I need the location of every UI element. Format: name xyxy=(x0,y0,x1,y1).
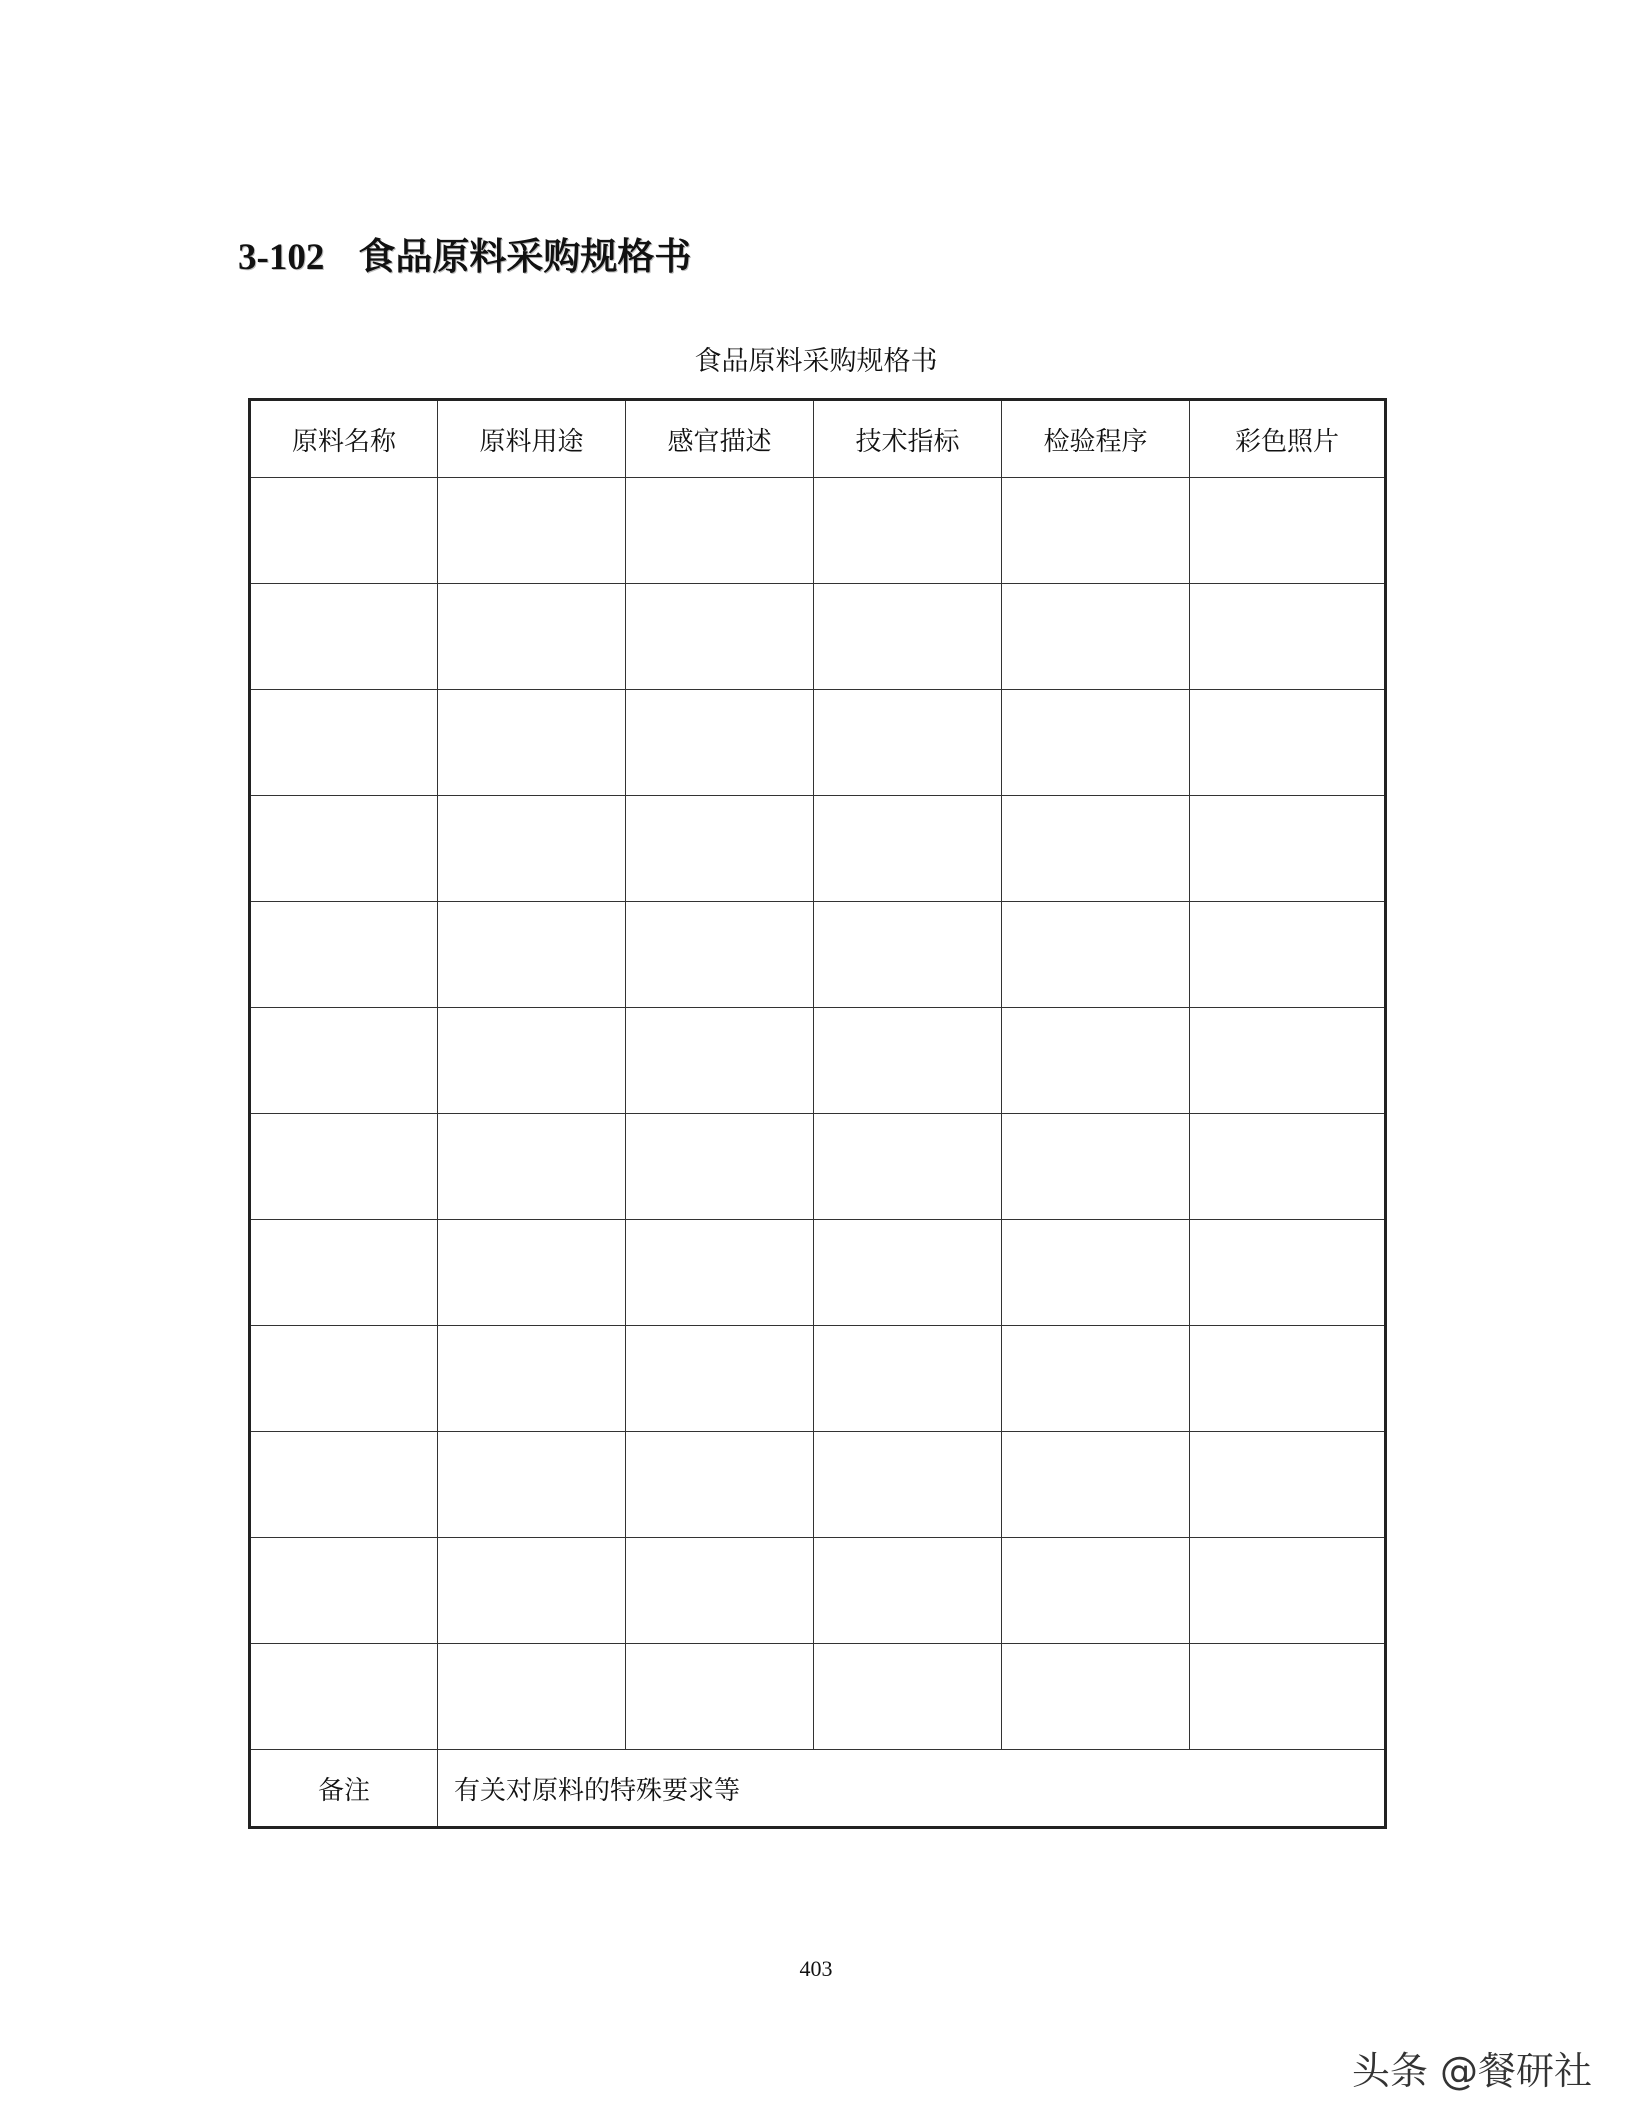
table-cell xyxy=(250,690,438,796)
table-cell xyxy=(626,1644,814,1750)
table-cell xyxy=(1002,690,1190,796)
table-cell xyxy=(626,1538,814,1644)
table-cell xyxy=(438,478,626,584)
section-title xyxy=(238,226,691,280)
table-cell xyxy=(250,584,438,690)
table-cell xyxy=(814,1538,1002,1644)
table-cell xyxy=(1190,796,1386,902)
table-cell xyxy=(438,902,626,1008)
table-cell xyxy=(814,796,1002,902)
table-cell xyxy=(250,1008,438,1114)
section-number: 3-102 xyxy=(238,237,325,278)
table-row xyxy=(250,1326,1386,1432)
page-number: 403 xyxy=(799,1956,833,1981)
note-text: 有关对原料的特殊要求等 xyxy=(438,1750,1386,1828)
table-cell xyxy=(438,584,626,690)
table-cell xyxy=(814,1432,1002,1538)
table-cell xyxy=(626,1114,814,1220)
table-cell xyxy=(1190,1220,1386,1326)
table-cell xyxy=(814,902,1002,1008)
table-row xyxy=(250,478,1386,584)
table-cell xyxy=(1190,1008,1386,1114)
table-cell xyxy=(250,796,438,902)
table-cell xyxy=(626,1326,814,1432)
table-row xyxy=(250,1220,1386,1326)
table-cell xyxy=(250,1432,438,1538)
table-cell xyxy=(626,478,814,584)
table-cell xyxy=(1190,690,1386,796)
table-cell xyxy=(1002,796,1190,902)
header-row xyxy=(250,400,1386,478)
table-cell xyxy=(250,1644,438,1750)
table-cell xyxy=(814,1008,1002,1114)
table-cell xyxy=(1002,1326,1190,1432)
table-cell xyxy=(626,690,814,796)
column-header: 感官描述 xyxy=(626,400,814,478)
spec-table xyxy=(248,398,1387,1829)
table-cell xyxy=(1002,1432,1190,1538)
table-cell xyxy=(626,796,814,902)
table-cell xyxy=(1190,1114,1386,1220)
table-cell xyxy=(1190,478,1386,584)
table-cell xyxy=(438,1644,626,1750)
table-cell xyxy=(250,1114,438,1220)
table-cell xyxy=(1190,902,1386,1008)
note-row xyxy=(250,1750,1386,1828)
table-cell xyxy=(1002,1220,1190,1326)
table-cell xyxy=(814,1114,1002,1220)
table-cell xyxy=(1002,1538,1190,1644)
table-cell xyxy=(1002,478,1190,584)
table-cell xyxy=(438,1538,626,1644)
table-cell xyxy=(814,478,1002,584)
table-row xyxy=(250,1644,1386,1750)
table-caption: 食品原料采购规格书 xyxy=(694,346,938,377)
table-cell xyxy=(626,1432,814,1538)
column-header: 原料用途 xyxy=(438,400,626,478)
table-cell xyxy=(1002,1644,1190,1750)
table-cell xyxy=(250,1220,438,1326)
table-cell xyxy=(1002,1008,1190,1114)
table-cell xyxy=(1002,584,1190,690)
table-cell xyxy=(1190,1326,1386,1432)
watermark: 头条 @餐研社 xyxy=(1351,2049,1592,2093)
column-header: 检验程序 xyxy=(1002,400,1190,478)
table-cell xyxy=(1190,1644,1386,1750)
table-row xyxy=(250,690,1386,796)
table-cell xyxy=(250,1538,438,1644)
table-cell xyxy=(438,690,626,796)
table-body xyxy=(250,478,1386,1828)
column-header: 原料名称 xyxy=(250,400,438,478)
table-cell xyxy=(626,1008,814,1114)
table-cell xyxy=(1002,902,1190,1008)
table-cell xyxy=(250,1326,438,1432)
table-cell xyxy=(814,1220,1002,1326)
table-cell xyxy=(438,1432,626,1538)
table-cell xyxy=(1190,1538,1386,1644)
column-header: 彩色照片 xyxy=(1190,400,1386,478)
table-cell xyxy=(814,1644,1002,1750)
table-cell xyxy=(250,902,438,1008)
table-cell xyxy=(626,902,814,1008)
table-cell xyxy=(1190,584,1386,690)
table-cell xyxy=(626,584,814,690)
table-row xyxy=(250,1008,1386,1114)
table-cell xyxy=(250,478,438,584)
table-cell xyxy=(438,1326,626,1432)
table-cell xyxy=(438,1220,626,1326)
table-row xyxy=(250,1114,1386,1220)
section-title-text: 食品原料采购规格书 xyxy=(358,234,692,278)
table-row xyxy=(250,584,1386,690)
table-cell xyxy=(626,1220,814,1326)
table-cell xyxy=(438,1114,626,1220)
column-header: 技术指标 xyxy=(814,400,1002,478)
table-row xyxy=(250,1538,1386,1644)
table-row xyxy=(250,796,1386,902)
table-cell xyxy=(814,1326,1002,1432)
table-cell xyxy=(814,690,1002,796)
table-cell xyxy=(438,796,626,902)
table-row xyxy=(250,902,1386,1008)
table-cell xyxy=(438,1008,626,1114)
table-cell xyxy=(814,584,1002,690)
table-row xyxy=(250,1432,1386,1538)
table-cell xyxy=(1190,1432,1386,1538)
note-label: 备注 xyxy=(250,1750,438,1828)
table-cell xyxy=(1002,1114,1190,1220)
